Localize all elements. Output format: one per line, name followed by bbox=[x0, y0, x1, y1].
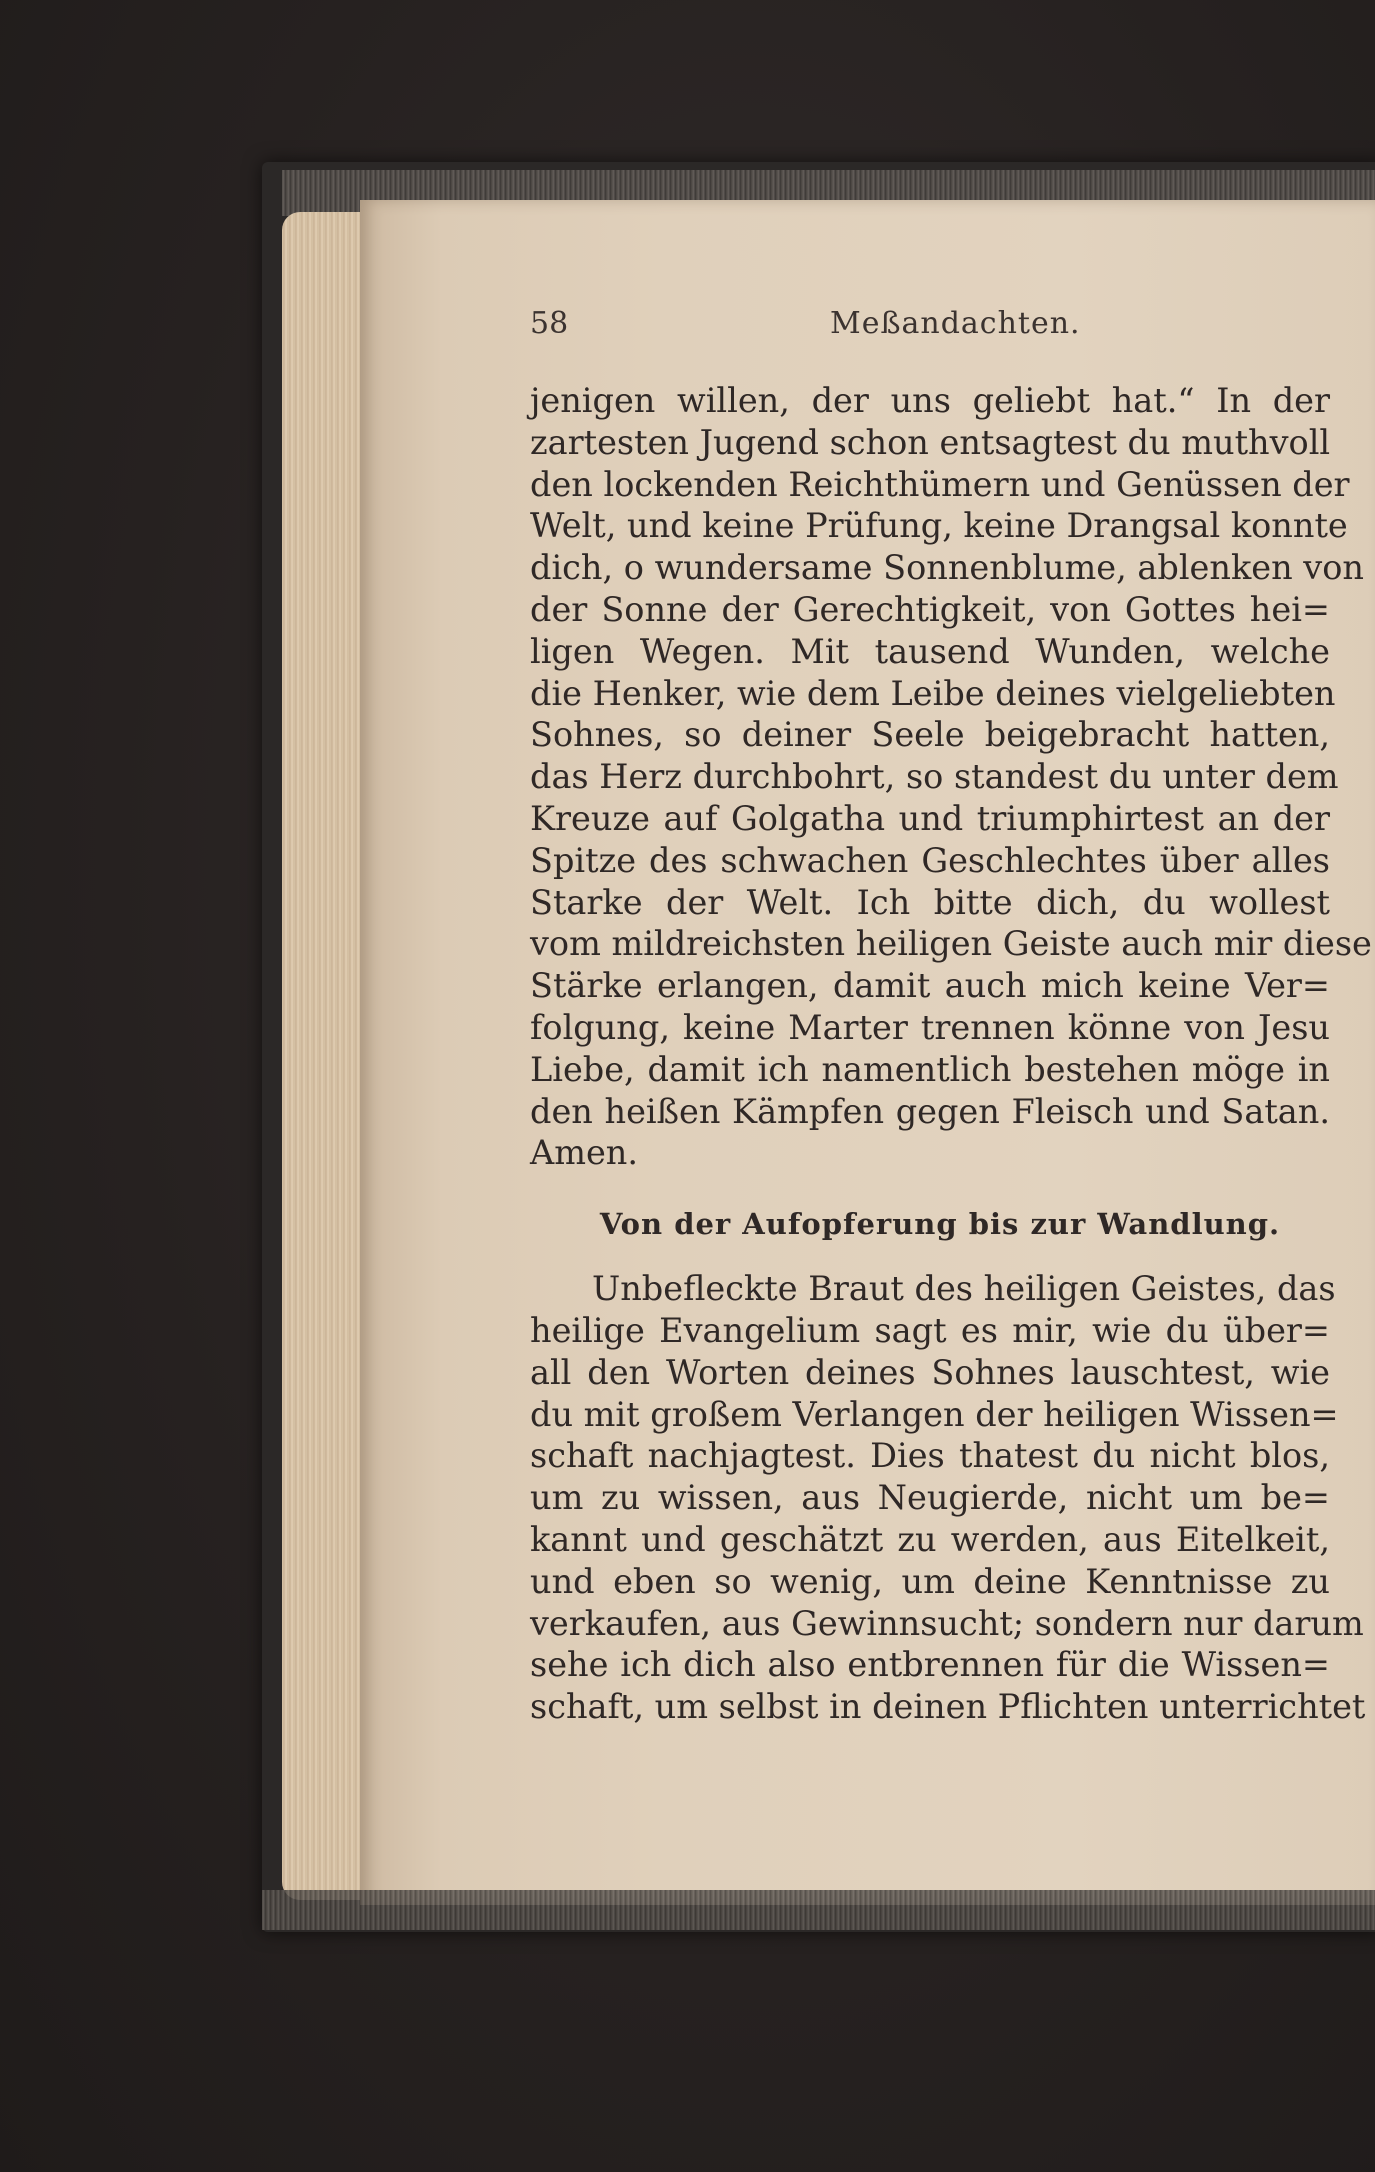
text-line: das Herz durchbohrt, so standest du unter dem bbox=[530, 757, 1339, 797]
text-line: die Henker, wie dem Leibe deines vielgeliebten bbox=[530, 673, 1336, 713]
text-line: Unbefleckte Braut des heiligen Geistes, das bbox=[592, 1269, 1336, 1309]
text-line: Starke der Welt. Ich bitte dich, du wollest bbox=[530, 882, 1330, 922]
page-text bbox=[530, 380, 1372, 1728]
text-line: um zu wissen, aus Neugierde, nicht um be= bbox=[530, 1478, 1330, 1518]
text-line: heilige Evangelium sagt es mir, wie du über= bbox=[530, 1310, 1330, 1350]
text-line: folgung, keine Marter trennen könne von Jesu bbox=[530, 1007, 1330, 1047]
text-line: sehe ich dich also entbrennen für die Wissen= bbox=[530, 1645, 1330, 1685]
text-line: ligen Wegen. Mit tausend Wunden, welche bbox=[530, 631, 1330, 671]
text-line: schaft, um selbst in deinen Pflichten unterrichtet bbox=[530, 1687, 1366, 1727]
text-line: dich, o wundersame Sonnenblume, ablenken von bbox=[530, 548, 1364, 588]
text-line: verkaufen, aus Gewinnsucht; sondern nur darum bbox=[530, 1603, 1364, 1643]
text-line: Spitze des schwachen Geschlechtes über alles bbox=[530, 840, 1330, 880]
text-line: den lockenden Reichthümern und Genüssen der bbox=[530, 464, 1350, 504]
book-cover-bottom-edge bbox=[262, 1890, 1375, 1930]
running-head: Meßandachten. bbox=[830, 306, 1081, 341]
text-line: du mit großem Verlangen der heiligen Wissen= bbox=[530, 1394, 1339, 1434]
paragraph-1 bbox=[530, 380, 1372, 1174]
text-line: Welt, und keine Prüfung, keine Drangsal konnte bbox=[530, 506, 1348, 546]
text-line: den heißen Kämpfen gegen Fleisch und Satan. bbox=[530, 1091, 1330, 1131]
text-line: Kreuze auf Golgatha und triumphirtest an der bbox=[530, 798, 1330, 838]
text-line: Stärke erlangen, damit auch mich keine Ver= bbox=[530, 966, 1330, 1006]
text-line: jenigen willen, der uns geliebt hat.“ In der bbox=[530, 381, 1330, 420]
text-line: Amen. bbox=[530, 1133, 639, 1173]
page-header bbox=[530, 306, 1330, 350]
text-line: und eben so wenig, um deine Kenntnisse zu bbox=[530, 1561, 1330, 1601]
text-line: zartesten Jugend schon entsagtest du muthvoll bbox=[530, 422, 1331, 462]
text-line: kannt und geschätzt zu werden, aus Eitelkeit, bbox=[530, 1519, 1330, 1559]
text-line: all den Worten deines Sohnes lauschtest, wie bbox=[530, 1352, 1330, 1392]
text-line: Liebe, damit ich namentlich bestehen möge in bbox=[530, 1049, 1330, 1089]
section-heading: Von der Aufopferung bis zur Wandlung. bbox=[599, 1207, 1281, 1242]
text-line: Sohnes, so deiner Seele beigebracht hatten, bbox=[530, 715, 1330, 755]
page-stack-edge bbox=[282, 212, 372, 1900]
paragraph-2 bbox=[530, 1268, 1366, 1728]
text-line: der Sonne der Gerechtigkeit, von Gottes hei= bbox=[530, 589, 1330, 629]
text-line: schaft nachjagtest. Dies thatest du nicht blos, bbox=[530, 1436, 1330, 1476]
page-number: 58 bbox=[530, 306, 569, 341]
text-line: vom mildreichsten heiligen Geiste auch mir diese bbox=[530, 924, 1372, 964]
